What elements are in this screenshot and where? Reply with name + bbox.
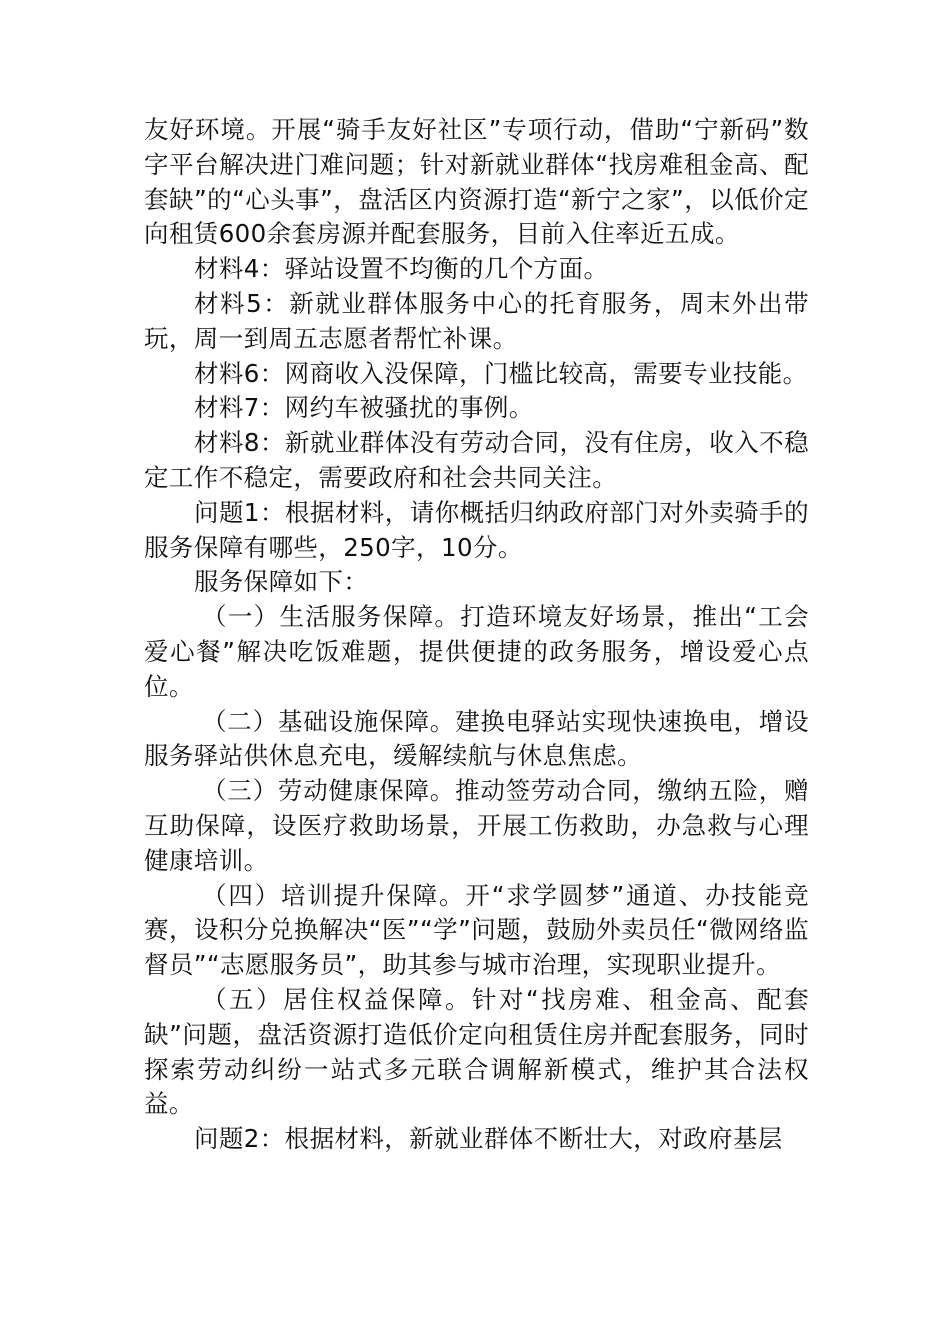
paragraph-material-8: 材料8：新就业群体没有劳动合同，没有住房，收入不稳定工作不稳定，需要政府和社会共同关注。 bbox=[144, 428, 809, 492]
paragraph-question-1: 问题1：根据材料，请你概括归纳政府部门对外卖骑手的服务保障有哪些，250字，10分。 bbox=[144, 497, 809, 562]
paragraph-answer-item-4: （四）培训提升保障。开“求学圆梦”通道、办技能竞赛，设积分兑换解决“医”“学”问题，鼓励外卖员任“微网络监督员”“志愿服务员”，助其参与城市治理，实现职业提升。 bbox=[144, 880, 809, 980]
paragraph-continuation: 友好环境。开展“骑手友好社区”专项行动，借助“宁新码”数字平台解决进门难问题；针对新就业群体“找房难租金高、配套缺”的“心头事”，盘活区内资源打造“新宁之家”，以低价定向租赁600余套房源并配套服务，目前入住率近五成。 bbox=[144, 115, 809, 249]
paragraph-answer-item-3: （三）劳动健康保障。推动签劳动合同，缴纳五险，赠互助保障，设医疗救助场景，开展工伤救助，办急救与心理健康培训。 bbox=[144, 776, 809, 875]
document-body bbox=[144, 113, 809, 1157]
paragraph-material-4: 材料4：驿站设置不均衡的几个方面。 bbox=[194, 254, 609, 284]
paragraph-answer-item-5: （五）居住权益保障。针对“找房难、租金高、配套缺”问题，盘活资源打造低价定向租赁住房并配套服务，同时探索劳动纠纷一站式多元联合调解新模式，维护其合法权益。 bbox=[144, 984, 809, 1119]
paragraph-answer-item-2: （二）基础设施保障。建换电驿站实现快速换电，增设服务驿站供休息充电，缓解续航与休息焦虑。 bbox=[144, 706, 809, 771]
paragraph-answer-intro: 服务保障如下： bbox=[194, 567, 369, 597]
paragraph-material-5: 材料5：新就业群体服务中心的托育服务，周末外出带玩，周一到周五志愿者帮忙补课。 bbox=[144, 288, 809, 353]
paragraph-material-6: 材料6：网商收入没保障，门槛比较高，需要专业技能。 bbox=[194, 358, 808, 388]
paragraph-question-2: 问题2：根据材料，新就业群体不断壮大，对政府基层 bbox=[194, 1124, 783, 1154]
paragraph-material-7: 材料7：网约车被骚扰的事例。 bbox=[194, 393, 534, 423]
paragraph-answer-item-1: （一）生活服务保障。打造环境友好场景，推出“工会爱心餐”解决吃饭难题，提供便捷的政务服务，增设爱心点位。 bbox=[144, 602, 809, 701]
